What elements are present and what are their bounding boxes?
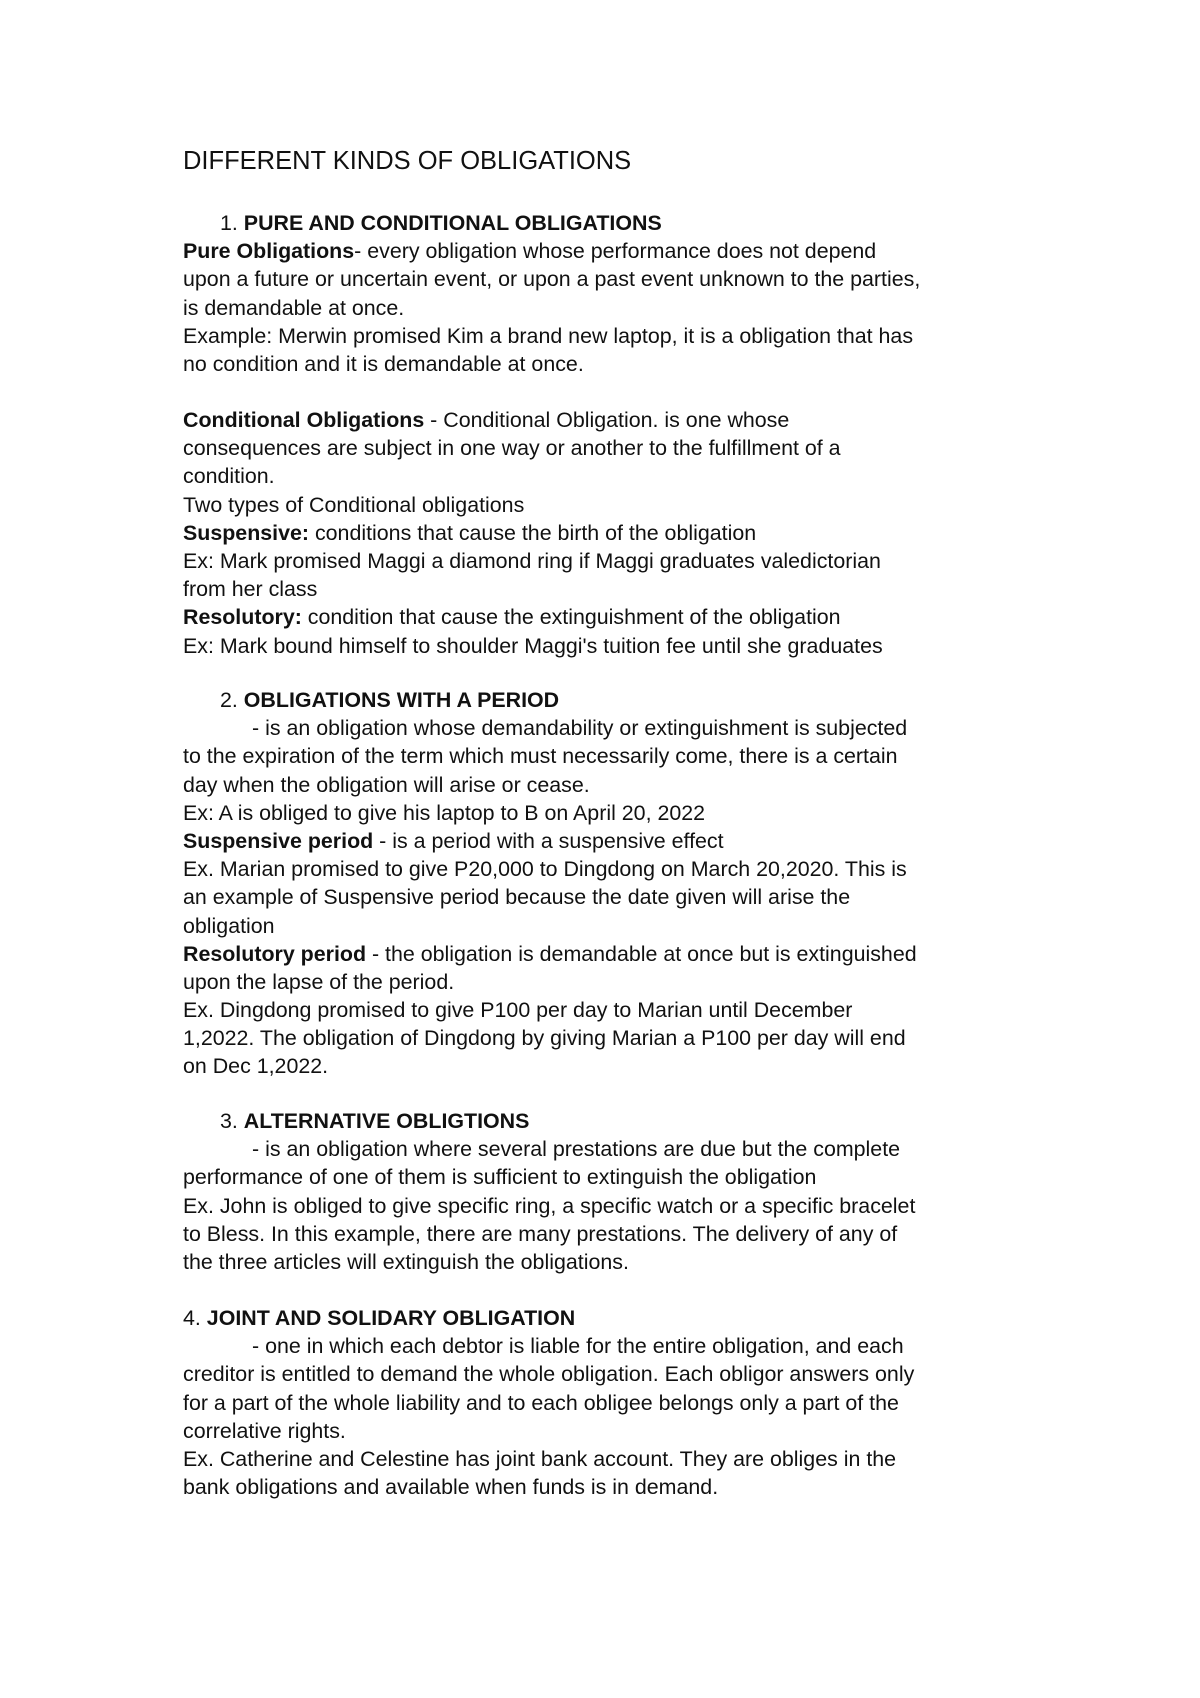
example-line: the three articles will extinguish the obligations. bbox=[183, 1249, 629, 1274]
section-number: 4. bbox=[183, 1306, 201, 1330]
definition-line: upon the lapse of the period. bbox=[183, 969, 455, 994]
example-line: to Bless. In this example, there are many prestations. The delivery of any of bbox=[183, 1221, 898, 1246]
definition-line: Conditional Obligations - Conditional Obligation. is one whose bbox=[183, 408, 790, 432]
example-line: an example of Suspensive period because the date given will arise the bbox=[183, 885, 851, 910]
section-heading bbox=[183, 1304, 1063, 1332]
definition-line: condition. bbox=[183, 464, 275, 489]
example-line: Ex. Catherine and Celestine has joint bank account. They are obliges in the bbox=[183, 1446, 897, 1471]
term-suspensive-period: Suspensive period bbox=[183, 828, 374, 853]
section-joint-and-solidary-obligation bbox=[183, 1304, 1063, 1501]
definition-line: performance of one of them is sufficient to extinguish the obligation bbox=[183, 1165, 817, 1190]
section-heading-text: ALTERNATIVE OBLIGTIONS bbox=[243, 1109, 530, 1133]
section-number: 2. bbox=[220, 688, 238, 712]
example-line: from her class bbox=[183, 577, 318, 602]
example-line: Ex: A is obliged to give his laptop to B on April 20, 2022 bbox=[183, 800, 706, 825]
definition-line: - is an obligation where several prestations are due but the complete bbox=[252, 1137, 901, 1162]
types-line: Two types of Conditional obligations bbox=[183, 492, 525, 517]
section-heading bbox=[183, 209, 1063, 237]
example-line: Example: Merwin promised Kim a brand new laptop, it is a obligation that has bbox=[183, 323, 914, 348]
section-heading bbox=[183, 1107, 1063, 1135]
definition-line: Suspensive: conditions that cause the birth of the obligation bbox=[183, 520, 757, 545]
example-line: Ex: Mark promised Maggi a diamond ring if Maggi graduates valedictorian bbox=[183, 548, 881, 573]
example-line: 1,2022. The obligation of Dingdong by giving Marian a P100 per day will end bbox=[183, 1026, 906, 1051]
term-resolutory: Resolutory: bbox=[183, 605, 302, 630]
definition-line: Resolutory period - the obligation is demandable at once but is extinguished bbox=[183, 941, 917, 966]
example-line: bank obligations and available when funds is in demand. bbox=[183, 1475, 719, 1500]
definition-line: Suspensive period - is a period with a suspensive effect bbox=[183, 828, 724, 853]
document-title: DIFFERENT KINDS OF OBLIGATIONS bbox=[183, 147, 632, 175]
definition-line: creditor is entitled to demand the whole obligation. Each obligor answers only bbox=[183, 1362, 915, 1387]
example-line: on Dec 1,2022. bbox=[183, 1054, 329, 1079]
example-line: obligation bbox=[183, 913, 275, 938]
example-line: no condition and it is demandable at once. bbox=[183, 351, 584, 376]
section-heading-text: JOINT AND SOLIDARY OBLIGATION bbox=[206, 1306, 576, 1330]
definition-line: for a part of the whole liability and to each obligee belongs only a part of the bbox=[183, 1390, 899, 1415]
term-conditional-obligations: Conditional Obligations bbox=[183, 408, 425, 432]
section-number: 3. bbox=[220, 1109, 238, 1133]
definition-line: consequences are subject in one way or another to the fulfillment of a bbox=[183, 436, 841, 461]
section-heading-text: OBLIGATIONS WITH A PERIOD bbox=[243, 688, 560, 712]
definition-line: Resolutory: condition that cause the extinguishment of the obligation bbox=[183, 605, 841, 630]
definition-line: upon a future or uncertain event, or upon a past event unknown to the parties, bbox=[183, 267, 921, 292]
example-line: Ex. Dingdong promised to give P100 per day to Marian until December bbox=[183, 998, 853, 1023]
section-obligations-with-a-period bbox=[183, 686, 1063, 1081]
term-resolutory-period: Resolutory period bbox=[183, 941, 367, 966]
section-pure-and-conditional bbox=[183, 209, 1063, 378]
subsection-conditional-obligations bbox=[183, 406, 1063, 660]
definition-line: day when the obligation will arise or cease. bbox=[183, 772, 590, 797]
example-line: Ex. John is obliged to give specific ring, a specific watch or a specific bracelet bbox=[183, 1193, 916, 1218]
definition-line: - is an obligation whose demandability or extinguishment is subjected bbox=[252, 716, 908, 741]
definition-line: Pure Obligations- every obligation whose performance does not depend bbox=[183, 239, 877, 264]
example-line: Ex: Mark bound himself to shoulder Maggi's tuition fee until she graduates bbox=[183, 633, 883, 658]
example-line: Ex. Marian promised to give P20,000 to Dingdong on March 20,2020. This is bbox=[183, 857, 907, 882]
definition-line: - one in which each debtor is liable for the entire obligation, and each bbox=[252, 1334, 904, 1359]
section-heading bbox=[183, 686, 1063, 714]
definition-line: is demandable at once. bbox=[183, 295, 405, 320]
section-alternative-obligations bbox=[183, 1107, 1063, 1276]
definition-line: correlative rights. bbox=[183, 1418, 346, 1443]
term-suspensive: Suspensive: bbox=[183, 520, 310, 545]
section-number: 1. bbox=[220, 211, 238, 235]
definition-line: to the expiration of the term which must necessarily come, there is a certain bbox=[183, 744, 898, 769]
section-heading-text: PURE AND CONDITIONAL OBLIGATIONS bbox=[243, 211, 662, 235]
term-pure-obligations: Pure Obligations bbox=[183, 239, 355, 264]
